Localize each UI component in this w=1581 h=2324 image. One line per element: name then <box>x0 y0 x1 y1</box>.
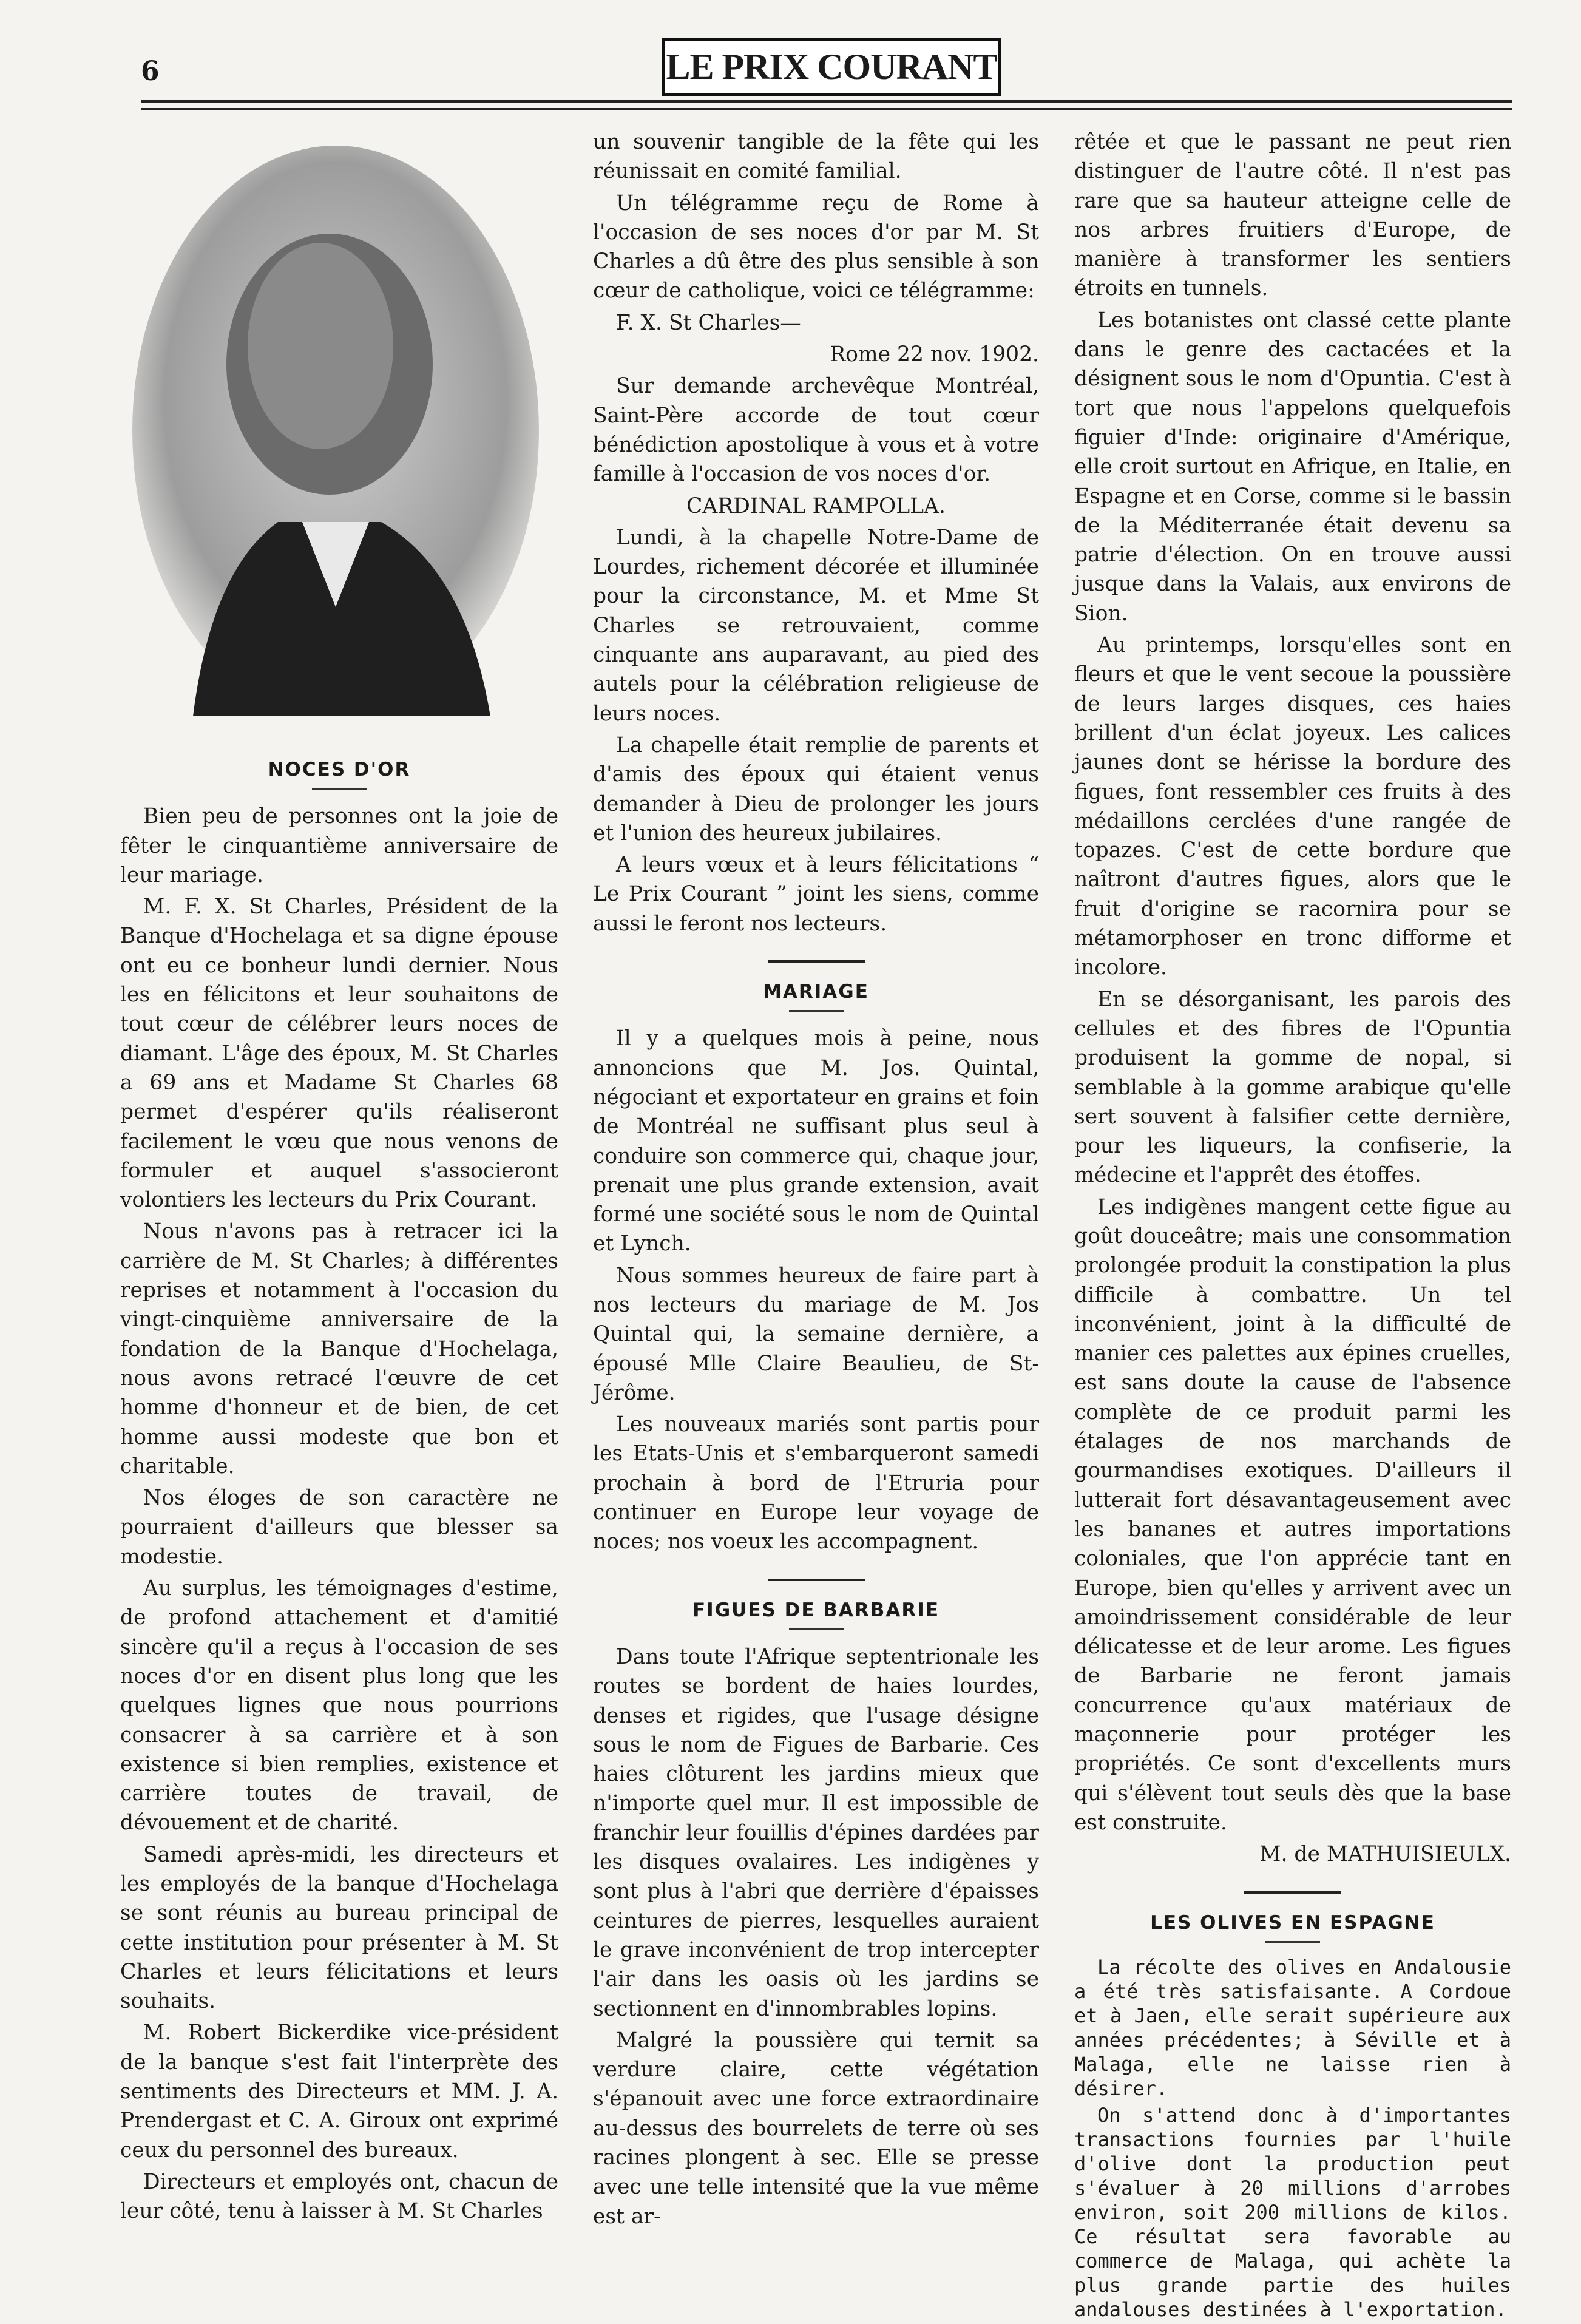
olives-heading: LES OLIVES EN ESPAGNE <box>1150 1911 1435 1934</box>
telegram-recipient: F. X. St Charles— <box>616 310 801 335</box>
paragraph: Les botanistes ont classé cette plante dans le genre des cactacées et la désignent sous le nom d'Opuntia. C'est à tort que nous l'appelons quelquefois figuier d'Inde: originaire d'Amérique, elle croit surtout en Afrique, en Italie, en Espagne et en Corse, comme si le bassin de la Méditerranée était devenu sa patrie d'élection. On en trouve aussi jusque dans la Valais, aux environs de Sion. <box>1074 308 1511 626</box>
paragraph: Dans toute l'Afrique septentrionale les routes se bordent de haies lourdes, denses et rigides, que l'usage désigne sous le nom de Figues de Barbarie. Ces haies clôturent les jardins mieux que n'importe quel mur. Il est impossible de franchir leur fouillis d'épines dardées par les disques ovalaires. Les indigènes y sont plus à l'abri que derrière d'épaisses ceintures de pierres, lesquelles auraient le grave inconvénient de trop intercepter l'air dans les oasis où les jardins se sectionnent en d'innombrables lopins. <box>593 1644 1039 2021</box>
paragraph: rêtée et que le passant ne peut rien distinguer de l'autre côté. Il n'est pas rare que sa hauteur atteigne celle de nos arbres fruitiers d'Europe, de manière à transformer les sentiers étroits en tunnels. <box>1074 130 1511 301</box>
paragraph: Bien peu de personnes ont la joie de fêter le cinquantième anniversaire de leur mariage. <box>120 804 558 887</box>
olives-article <box>1074 1955 1511 2322</box>
section-divider <box>768 1579 865 1581</box>
paragraph: En se désorganisant, les parois des cellules et des fibres de l'Opuntia produisent la gomme de nopal, si semblable à la gomme arabique qu'elle sert souvent à falsifier cette dernière, pour les liqueurs, la confiserie, la médecine et l'apprêt des étoffes. <box>1074 987 1511 1188</box>
paragraph: M. F. X. St Charles, Président de la Banque d'Hochelaga et sa digne épouse ont eu ce bonheur lundi dernier. Nous les en félicitons et leur souhaitons de tout cœur de célébrer leurs noces de diamant. L'âge des époux, M. St Charles a 69 ans et Madame St Charles 68 permet d'espérer qu'ils réaliseront facilement le vœu que nous venons de formuler et auquel s'associeront volontiers les lecteurs du Prix Courant. <box>120 895 558 1213</box>
noces-heading: NOCES D'OR <box>268 759 411 781</box>
paragraph: La récolte des olives en Andalousie a été très satisfaisante. A Cordoue et à Jaen, elle serait supérieure aux années précédentes; à Séville et à Malaga, elle ne laisse rien à désirer. <box>1074 1955 1511 2100</box>
header-rule-bottom <box>141 108 1512 110</box>
section-divider <box>768 960 865 963</box>
author-signature: M. de MATHUISIEULX. <box>1259 1842 1511 1867</box>
paragraph: Nous sommes heureux de faire part à nos lecteurs du mariage de M. Jos Quintal qui, la semaine dernière, a épousé Mlle Claire Beaulieu, de St-Jérôme. <box>593 1263 1039 1405</box>
telegram-date: Rome 22 nov. 1902. <box>830 342 1039 367</box>
paragraph: M. Robert Bickerdike vice-président de la banque s'est fait l'interprète des sentiments des Directeurs et MM. J. A. Prendergast et C. A. Giroux ont exprimé ceux du personnel des bureaux. <box>120 2021 558 2163</box>
header-rule-top <box>141 100 1512 103</box>
divider <box>789 1628 844 1630</box>
paragraph: Nous n'avons pas à retracer ici la carrière de M. St Charles; à différentes reprises et notamment à l'occasion du vingt-cinquième anniversaire de la fondation de la Banque d'Hochelaga, nous avons retracé l'œuvre de cet homme d'honneur et de bien, de cet homme aussi modeste que bon et charitable. <box>120 1219 558 1479</box>
divider <box>312 788 367 790</box>
paragraph: Samedi après-midi, les directeurs et les employés de la banque d'Hochelaga se sont réunis au bureau principal de cette institution pour présenter à M. St Charles et leurs félicitations et leurs souhaits. <box>120 1842 558 2014</box>
paragraph: Nos éloges de son caractère ne pourraient d'ailleurs que blesser sa modestie. <box>120 1486 558 1569</box>
mariage-heading: MARIAGE <box>763 981 869 1003</box>
column-2 <box>593 127 1039 2234</box>
telegram-body: Sur demande archevêque Montréal, Saint-Père accorde de tout cœur bénédiction apostolique à vous et à votre famille à l'occasion de vos noces d'or. <box>593 374 1039 487</box>
column-1 <box>120 127 558 2229</box>
paragraph: Lundi, à la chapelle Notre-Dame de Lourdes, richement décorée et illuminée pour la circonstance, M. et Mme St Charles se retrouvaient, comme cinquante ans auparavant, au pied des autels pour la célébration religieuse de leurs noces. <box>593 525 1039 726</box>
figues-heading: FIGUES DE BARBARIE <box>692 1599 940 1621</box>
paragraph: Directeurs et employés ont, chacun de leur côté, tenu à laisser à M. St Charles <box>120 2169 558 2224</box>
paragraph: Les indigènes mangent cette figue au goût douceâtre; mais une consommation prolongée produit la constipation la plus difficile à combattre. Un tel inconvénient, joint à la difficulté de manier ces palettes aux épines cruelles, est sans doute la cause de l'absence complète de ce produit parmi les étalages de nos marchands de gourmandises exotiques. D'ailleurs il lutterait fort désavantageusement avec les bananes et autres importations coloniales, que l'on apprécie tant en Europe, bien qu'elles y arrivent avec un amoindrissement considérable de leur délicatesse et de leur arome. Les figues de Barbarie ne feront jamais concurrence qu'aux matériaux de maçonnerie pour protéger les propriétés. Ce sont d'excellents murs qui s'élèvent tout seuls dès que la base est construite. <box>1074 1194 1511 1835</box>
column-3 <box>1074 127 1511 2324</box>
paragraph: Il y a quelques mois à peine, nous annoncions que M. Jos. Quintal, négociant et exportateur en grains et foin de Montréal ne suffisant plus seul à conduire son commerce qui, chaque jour, prenait une plus grande extension, avait formé une société sous le nom de Quintal et Lynch. <box>593 1026 1039 1256</box>
paragraph: un souvenir tangible de la fête qui les réunissait en comité familial. <box>593 130 1039 184</box>
paragraph: On s'attend donc à d'importantes transactions fournies par l'huile d'olive dont la production peut s'évaluer à 20 millions d'arrobes environ, soit 200 millions de kilos. Ce résultat sera favorable au commerce de Malaga, qui achète la plus grande partie des huiles andalouses destinées à l'exportation. <box>1074 2103 1511 2321</box>
paragraph: La chapelle était remplie de parents et d'amis des époux qui étaient venus demander à Dieu de prolonger les jours et l'union des heureux jubilaires. <box>593 733 1039 845</box>
paragraph: Au surplus, les témoignages d'estime, de profond attachement et d'amitié sincère qu'il a reçus à l'occasion de ses noces d'or en disent plus long que les quelques lignes que nous pourrions consacrer à sa carrière et à son existence si bien remplies, existence et carrière toutes de travail, de dévouement et de charité. <box>120 1576 558 1835</box>
paragraph: Au printemps, lorsqu'elles sont en fleurs et que le vent secoue la poussière de leurs larges disques, ces haies brillent d'un éclat joyeux. Les calices jaunes dont se hérisse la bordure des figues, font ressembler ces fruits à des médaillons cerclées d'une rangée de topazes. C'est de cette bordure que naîtront d'autres figues, alors que le fruit d'origine se racornira pour se métamorphoser en tronc difforme et incolore. <box>1074 633 1511 980</box>
portrait-photo <box>126 146 545 740</box>
divider <box>789 1010 844 1012</box>
page-number: 6 <box>141 56 160 87</box>
paragraph: Malgré la poussière qui ternit sa verdure claire, cette végétation s'épanouit avec une force extraordinaire au-dessus des bourrelets de terre où ses racines plongent à sec. Elle se presse avec une telle intensité que la vue même est ar- <box>593 2028 1039 2229</box>
paragraph: Les nouveaux mariés sont partis pour les Etats-Unis et s'embarqueront samedi prochain à bord de l'Etruria pour continuer en Europe leur voyage de noces; nos voeux les accompagnent. <box>593 1412 1039 1554</box>
telegram-signature: CARDINAL RAMPOLLA. <box>686 493 946 518</box>
paragraph: Un télégramme reçu de Rome à l'occasion de ses noces d'or par M. St Charles a dû être des plus sensible à son cœur de catholique, voici ce télégramme: <box>593 191 1039 303</box>
section-divider <box>1244 1891 1341 1894</box>
divider <box>1265 1941 1320 1943</box>
masthead-logo: LE PRIX COURANT <box>662 38 1001 96</box>
paragraph: A leurs vœux et à leurs félicitations “ Le Prix Courant ” joint les siens, comme aussi le feront nos lecteurs. <box>593 853 1039 936</box>
